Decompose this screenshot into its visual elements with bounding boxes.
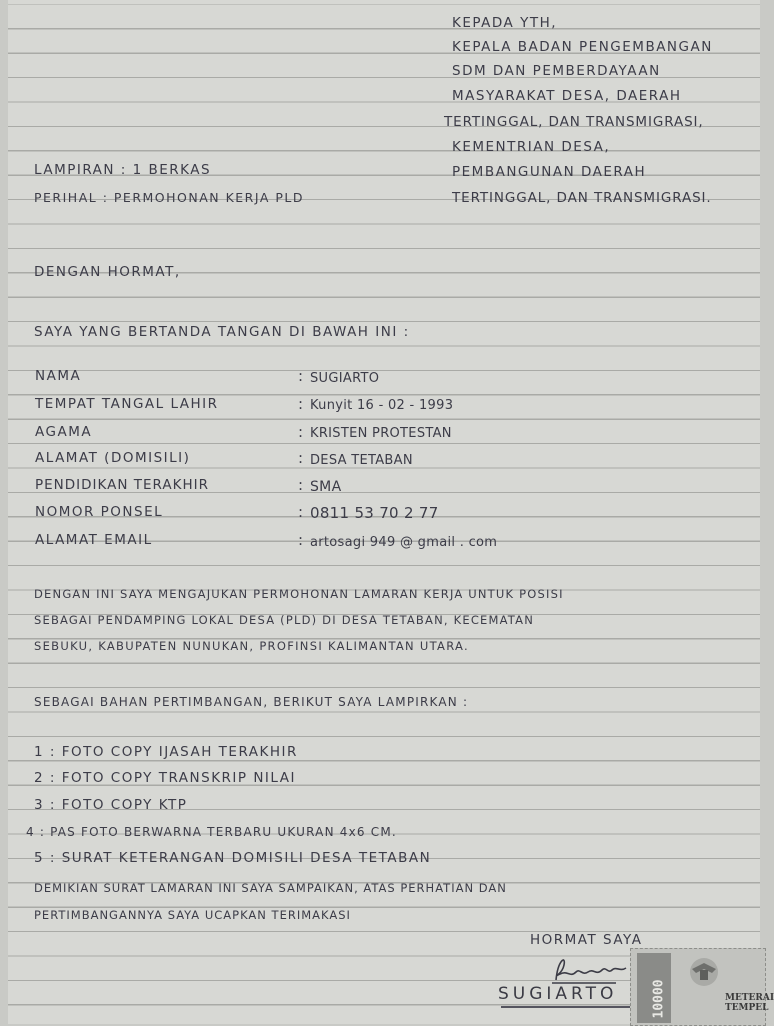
- detail-colon: :: [298, 449, 304, 467]
- revenue-stamp: [630, 948, 774, 1026]
- signer-underline: [501, 1006, 641, 1008]
- addressee-line: PEMBANGUNAN DAERAH: [452, 164, 647, 180]
- detail-label: TEMPAT TANGAL LAHIR: [35, 396, 219, 412]
- detail-colon: :: [298, 531, 304, 549]
- addressee-line: KEPADA YTH,: [452, 15, 558, 31]
- detail-value: artosagi 949 @ gmail . com: [310, 535, 498, 550]
- letter-paper: [8, 0, 774, 1024]
- detail-value: KRISTEN PROTESTAN: [310, 426, 452, 441]
- stamp-value-strip: [637, 953, 671, 1023]
- addressee-line: MASYARAKAT DESA, DAERAH: [452, 88, 682, 104]
- detail-label: NOMOR PONSEL: [35, 504, 164, 520]
- detail-colon: :: [298, 367, 304, 385]
- closing-line: DEMIKIAN SURAT LAMARAN INI SAYA SAMPAIKAN, ATAS PERHATIAN DAN: [34, 881, 507, 895]
- list-item: 5 : SURAT KETERANGAN DOMISILI DESA TETABAN: [34, 850, 432, 866]
- stamp-label: [725, 993, 774, 1013]
- detail-value: DESA TETABAN: [310, 453, 413, 468]
- detail-value: Kunyit 16 - 02 - 1993: [310, 398, 454, 413]
- signer-name: SUGIARTO: [498, 984, 618, 1004]
- sign-off: HORMAT SAYA: [530, 932, 643, 948]
- detail-label: AGAMA: [35, 424, 93, 440]
- addressee-line: KEMENTRIAN DESA,: [452, 139, 611, 155]
- stamp-label-line: TEMPEL: [725, 1003, 769, 1013]
- detail-label: PENDIDIKAN TERAKHIR: [35, 477, 209, 493]
- addressee-line: SDM DAN PEMBERDAYAAN: [452, 63, 661, 79]
- attachments-intro: SEBAGAI BAHAN PERTIMBANGAN, BERIKUT SAYA LAMPIRKAN :: [34, 695, 469, 709]
- detail-label: ALAMAT (DOMISILI): [35, 450, 191, 466]
- detail-colon: :: [298, 503, 304, 521]
- addressee-line: KEPALA BADAN PENGEMBANGAN: [452, 39, 713, 55]
- list-item: 3 : FOTO COPY KTP: [34, 797, 188, 813]
- addressee-line: TERTINGGAL, DAN TRANSMIGRASI.: [452, 190, 712, 206]
- list-item: 4 : PAS FOTO BERWARNA TERBARU UKURAN 4x6 CM.: [26, 825, 397, 839]
- stamp-value: 10000: [651, 979, 667, 1019]
- detail-value: 0811 53 70 2 77: [310, 504, 439, 522]
- detail-colon: :: [298, 395, 304, 413]
- attachment-count: LAMPIRAN : 1 BERKAS: [34, 162, 212, 178]
- detail-colon: :: [298, 476, 304, 494]
- detail-label: NAMA: [35, 368, 82, 384]
- list-item: 1 : FOTO COPY IJASAH TERAKHIR: [34, 744, 298, 760]
- garuda-emblem-icon: [687, 955, 721, 989]
- body-line: DENGAN INI SAYA MENGAJUKAN PERMOHONAN LAMARAN KERJA UNTUK POSISI: [34, 587, 564, 601]
- body-line: SEBUKU, KABUPATEN NUNUKAN, PROFINSI KALIMANTAN UTARA.: [34, 639, 469, 653]
- intro-line: SAYA YANG BERTANDA TANGAN DI BAWAH INI :: [34, 324, 410, 340]
- list-item: 2 : FOTO COPY TRANSKRIP NILAI: [34, 770, 296, 786]
- stamp-label-line: METERAI: [725, 993, 774, 1003]
- addressee-line: TERTINGGAL, DAN TRANSMIGRASI,: [444, 114, 704, 130]
- detail-value: SMA: [310, 479, 342, 495]
- detail-colon: :: [298, 423, 304, 441]
- subject-line: PERIHAL : PERMOHONAN KERJA PLD: [34, 190, 304, 205]
- detail-value: SUGIARTO: [310, 371, 380, 386]
- body-line: SEBAGAI PENDAMPING LOKAL DESA (PLD) DI DESA TETABAN, KECEMATAN: [34, 613, 535, 627]
- closing-line: PERTIMBANGANNYA SAYA UCAPKAN TERIMAKASI: [34, 908, 351, 922]
- detail-label: ALAMAT EMAIL: [35, 532, 153, 548]
- greeting: DENGAN HORMAT,: [34, 264, 181, 280]
